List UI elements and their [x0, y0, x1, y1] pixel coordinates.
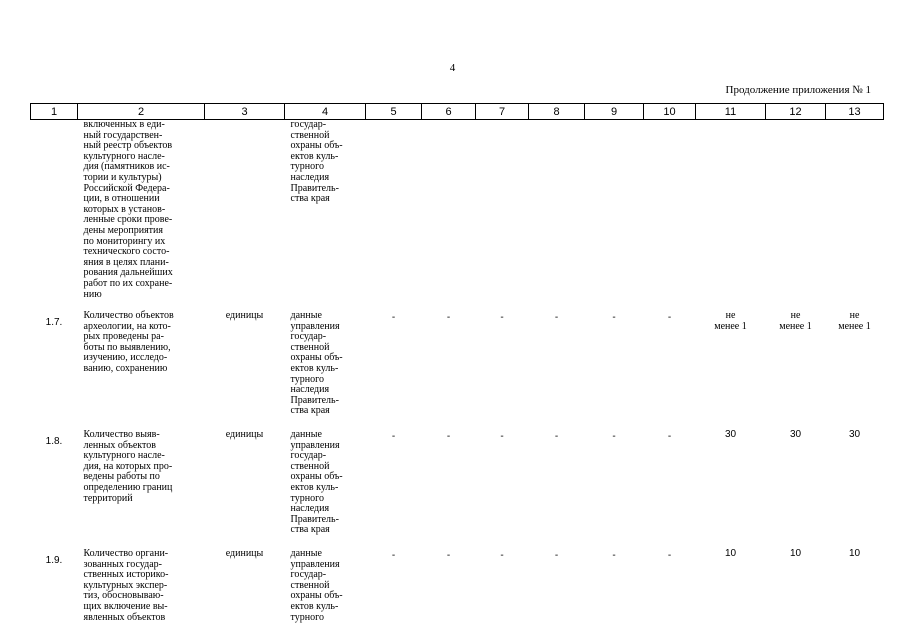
- unit: единицы: [225, 548, 264, 559]
- value-cell: -: [391, 431, 396, 442]
- value-cell: [529, 120, 585, 312]
- value-cell: -: [612, 431, 616, 442]
- header-cell: 8: [529, 104, 585, 120]
- row-number: 1.8.: [45, 436, 63, 447]
- table-row: [31, 311, 884, 430]
- value-cell: -: [500, 312, 504, 323]
- unit: [205, 120, 285, 312]
- indicator-name: Количество выяв- ленных объектов культурного насле- дия, на которых про- ведены работы по определению границ территорий: [83, 429, 173, 504]
- unit: единицы: [225, 310, 264, 321]
- value-cell: -: [667, 431, 672, 442]
- value-cell: 10: [724, 548, 737, 559]
- value-cell: -: [667, 550, 672, 561]
- unit: единицы: [225, 429, 264, 440]
- header-cell: 11: [696, 104, 766, 120]
- value-cell: -: [500, 431, 504, 442]
- value-cell: [366, 120, 422, 312]
- value-cell: не менее 1: [779, 310, 812, 332]
- value-cell: 30: [789, 429, 802, 440]
- indicator-name: Количество органи- зованных государ- ственных историко- культурных экспер- тиз, обосновываю- щих включение вы- явленных объектов: [83, 548, 169, 623]
- value-cell: -: [612, 312, 616, 323]
- indicators-table: [30, 103, 884, 636]
- header-cell: 9: [585, 104, 644, 120]
- header-row: [31, 104, 884, 120]
- value-cell: не менее 1: [714, 310, 747, 332]
- value-cell: 10: [789, 548, 802, 559]
- value-cell: -: [391, 312, 396, 323]
- value-cell: -: [667, 312, 672, 323]
- data-source: данные управления государ- ственной охраны объ- ектов куль- турного наследия Правитель- ства края: [290, 310, 343, 417]
- data-source: данные управления государ- ственной охраны объ- ектов куль- турного: [290, 548, 343, 623]
- header-cell: 7: [476, 104, 529, 120]
- value-cell: -: [500, 550, 504, 561]
- value-cell: -: [554, 431, 559, 442]
- page-number: 4: [449, 62, 456, 74]
- value-cell: 10: [848, 548, 861, 559]
- value-cell: [585, 120, 644, 312]
- header-cell: 13: [826, 104, 884, 120]
- value-cell: -: [446, 312, 451, 323]
- value-cell: 30: [848, 429, 861, 440]
- data-source: государ- ственной охраны объ- ектов куль- турного наследия Правитель- ства края: [290, 119, 343, 205]
- header-cell: 1: [31, 104, 78, 120]
- value-cell: [476, 120, 529, 312]
- table-row: [31, 549, 884, 636]
- table-row: [31, 120, 884, 312]
- header-cell: 10: [644, 104, 696, 120]
- value-cell: 30: [724, 429, 737, 440]
- value-cell: не менее 1: [838, 310, 871, 332]
- header-cell: 4: [285, 104, 366, 120]
- row-number: [31, 120, 78, 312]
- row-number: 1.7.: [45, 317, 63, 328]
- value-cell: [826, 120, 884, 312]
- value-cell: [696, 120, 766, 312]
- header-cell: 3: [205, 104, 285, 120]
- value-cell: -: [391, 550, 396, 561]
- indicator-name: Количество объектов археологии, на кото- рых проведены ра- боты по выявлению, изучению, исследо- ванию, сохранению: [83, 310, 174, 374]
- header-cell: 6: [422, 104, 476, 120]
- header-cell: 2: [78, 104, 205, 120]
- value-cell: -: [446, 550, 451, 561]
- row-number: 1.9.: [45, 555, 63, 566]
- header-cell: 5: [366, 104, 422, 120]
- value-cell: -: [612, 550, 616, 561]
- value-cell: [766, 120, 826, 312]
- header-cell: 12: [766, 104, 826, 120]
- value-cell: -: [554, 312, 559, 323]
- indicator-name: включенных в еди- ный государствен- ный реестр объектов культурного насле- дия (памятников ис- тории и культуры) Российской Федера- ции, в отношении которых в установ- ленные сроки прове- дены мероприятия по мониторингу их технического состо- яния в целях плани- рования дальнейших работ по их сохране- нию: [83, 119, 173, 300]
- value-cell: -: [554, 550, 559, 561]
- data-source: данные управления государ- ственной охраны объ- ектов куль- турного наследия Правитель- ства края: [290, 429, 343, 536]
- value-cell: [644, 120, 696, 312]
- table-row: [31, 430, 884, 549]
- value-cell: [422, 120, 476, 312]
- continuation-note: Продолжение приложения № 1: [725, 84, 871, 96]
- value-cell: -: [446, 431, 451, 442]
